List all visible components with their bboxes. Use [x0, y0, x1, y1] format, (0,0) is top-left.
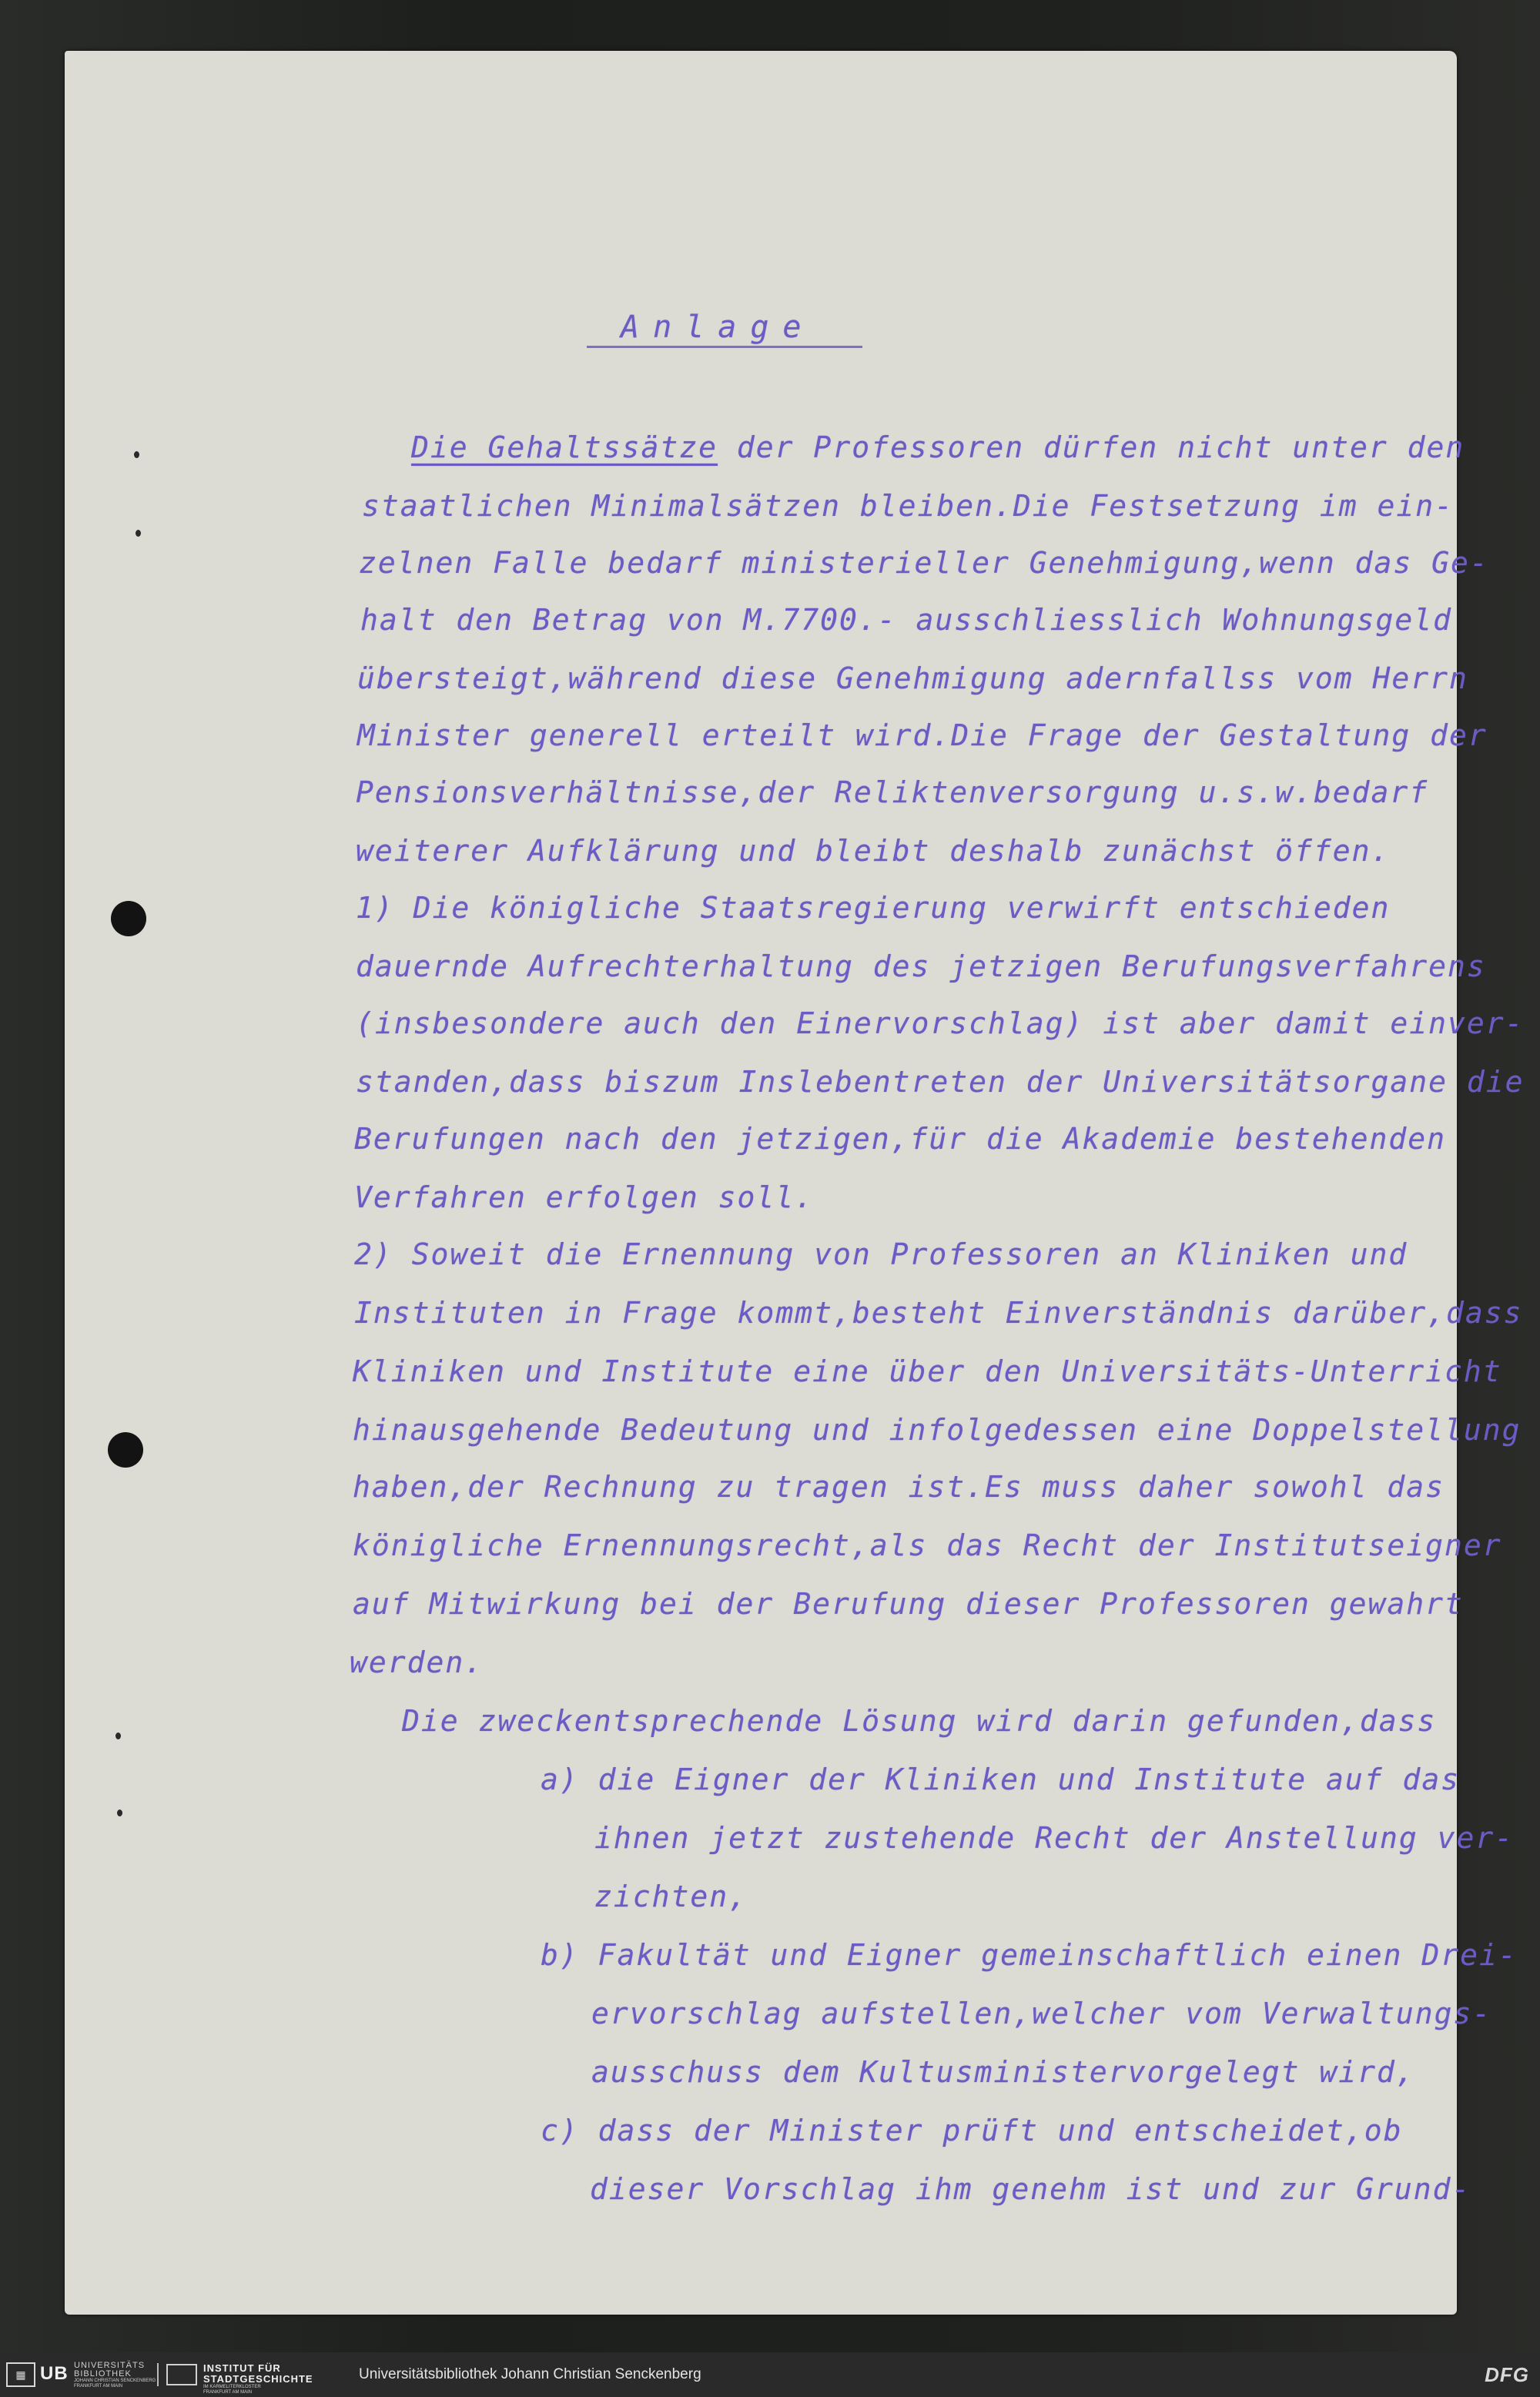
text-line: Instituten in Frage kommt,besteht Einverständnis darüber,dass	[354, 1296, 1523, 1330]
text-line: staatlichen Minimalsätzen bleiben.Die Festsetzung im ein-	[362, 489, 1455, 523]
list-item-continuation: zichten,	[594, 1880, 748, 1913]
margin-speck	[136, 530, 141, 537]
list-item: c) dass der Minister prüft und entscheidet,ob	[541, 2114, 1403, 2148]
institute-title: INSTITUT FÜR STADTGESCHICHTE	[203, 2362, 313, 2385]
text-line: haben,der Rechnung zu tragen ist.Es muss daher sowohl das	[353, 1470, 1445, 1504]
text-line: dauernde Aufrechterhaltung des jetzigen Berufungsverfahrens	[356, 949, 1486, 983]
text-line: zelnen Falle bedarf ministerieller Genehmigung,wenn das Ge-	[359, 546, 1489, 580]
ub-label: UB	[40, 2363, 69, 2384]
text-line: Minister generell erteilt wird.Die Frage der Gestaltung der	[357, 718, 1488, 752]
ub-line: FRANKFURT AM MAIN	[74, 2384, 123, 2389]
text-line: 2) Soweit die Ernennung von Professoren an Kliniken und	[354, 1237, 1408, 1271]
footer-library-name: Universitätsbibliothek Johann Christian Senckenberg	[359, 2366, 701, 2382]
university-library-logo-icon[interactable]: ▦	[6, 2362, 35, 2387]
list-item-continuation: dieser Vorschlag ihm genehm ist und zur Grund-	[590, 2172, 1471, 2206]
text-line: auf Mitwirkung bei der Berufung dieser Professoren gewahrt	[353, 1587, 1464, 1621]
text-line: hinausgehende Bedeutung und infolgedessen eine Doppelstellung	[353, 1413, 1522, 1447]
ub-line: JOHANN CHRISTIAN SENCKENBERG	[74, 2379, 156, 2383]
dfg-logo[interactable]: DFG	[1485, 2363, 1529, 2386]
institute-logo-icon[interactable]	[166, 2364, 197, 2385]
text-line: königliche Ernennungsrecht,als das Recht der Institutseigner	[353, 1528, 1502, 1562]
list-item-continuation: ausschuss dem Kultusministervorgelegt wird,	[591, 2055, 1415, 2089]
document-heading: Anlage	[621, 310, 815, 345]
punch-hole	[111, 901, 146, 936]
text-line: halt den Betrag von M.7700.- ausschliesslich Wohnungsgeld	[360, 603, 1453, 637]
ub-line: BIBLIOTHEK	[74, 2369, 132, 2379]
text-line: 1) Die königliche Staatsregierung verwirft entschieden	[356, 891, 1391, 925]
list-item: b) Fakultät und Eigner gemeinschaftlich einen Drei-	[541, 1938, 1518, 1972]
text-line: weiterer Aufklärung und bleibt deshalb zunächst öffen.	[356, 834, 1391, 868]
footer-bar	[0, 2352, 1540, 2397]
text-line: (insbesondere auch den Einervorschlag) ist aber damit einver-	[356, 1006, 1525, 1040]
list-item: a) die Eigner der Kliniken und Institute auf das	[541, 1763, 1461, 1796]
text-line: Pensionsverhältnisse,der Reliktenversorgung u.s.w.bedarf	[356, 775, 1429, 809]
list-item-continuation: ervorschlag aufstellen,welcher vom Verwaltungs-	[591, 1997, 1492, 2030]
ub-line: UNIVERSITÄTS	[74, 2361, 146, 2370]
text-line: Kliniken und Institute eine über den Universitäts-Unterricht	[353, 1354, 1502, 1388]
text-line: Die zweckentsprechende Lösung wird darin gefunden,dass	[402, 1704, 1437, 1738]
text-line: werden.	[350, 1645, 484, 1679]
text-line: übersteigt,während diese Genehmigung adernfallss vom Herrn	[357, 661, 1468, 695]
margin-speck	[116, 1732, 121, 1739]
margin-speck	[134, 451, 139, 458]
text-line: Berufungen nach den jetzigen,für die Akademie bestehenden	[354, 1122, 1447, 1156]
institute-small-line: IM KARMELITERKLOSTER	[203, 2385, 261, 2389]
institute-small-line: FRANKFURT AM MAIN	[203, 2390, 253, 2395]
text-line: standen,dass biszum Inslebentreten der Universitätsorgane die	[356, 1065, 1525, 1099]
punch-hole	[108, 1432, 143, 1468]
underlined-term: Die Gehaltssätze	[411, 430, 718, 464]
heading-underline	[587, 346, 862, 348]
footer-separator	[157, 2363, 159, 2386]
list-item-continuation: ihnen jetzt zustehende Recht der Anstellung ver-	[594, 1821, 1515, 1855]
text-line: Verfahren erfolgen soll.	[354, 1180, 815, 1214]
margin-speck	[117, 1809, 122, 1816]
text-line: Die Gehaltssätze der Professoren dürfen nicht unter den	[411, 430, 1465, 464]
